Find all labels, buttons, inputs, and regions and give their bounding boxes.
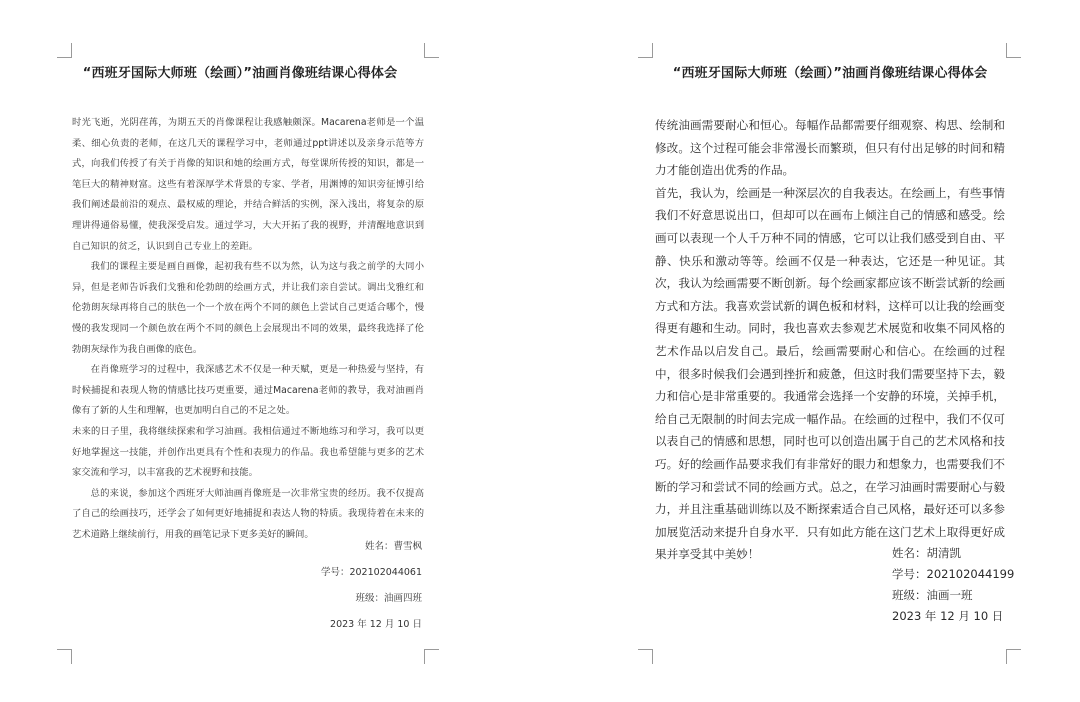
author-name: 姓名：曹雪枫 [364, 541, 422, 552]
page-title: “西班牙国际大师班（绘画）”油画肖像班结课心得体会 [82, 66, 398, 81]
crop-mark-bottom-right [424, 649, 439, 664]
page-title: “西班牙国际大师班（绘画）”油画肖像班结课心得体会 [672, 66, 988, 81]
paragraph: 时光飞逝，光阴荏苒，为期五天的肖像课程让我感触颇深。Macarena老师是一个温柔、细心负责的老师，在这几天的课程学习中，老师通过ppt讲述以及亲身示范等方式，向我们传授了有关于肖像的知识和她的绘画方式，每堂课所传授的知识，都是一笔巨大的精神财富。这些有着深厚学术背景的专家、学者，用渊博的知识旁征博引给我们阐述最前沿的观点、最权威的理论，并结合鲜活的实例，深入浅出，将复杂的原理讲得通俗易懂，使我深受启发。通过学习，大大开拓了我的视野，并清醒地意识到自己知识的贫乏，认识到自己专业上的差距。 [72, 117, 424, 252]
document-page-left [0, 0, 500, 702]
student-id: 学号：202102044199 [892, 567, 1015, 581]
essay-body [72, 113, 424, 545]
signature-block [892, 543, 1014, 627]
date: 2023 年 12 月 10 日 [892, 609, 1004, 623]
author-name: 姓名：胡清凯 [892, 546, 961, 560]
paragraph: 首先，我认为，绘画是一种深层次的自我表达。在绘画上，有些事情我们不好意思说出口，但却可以在画布上倾注自己的情感和感受。绘画可以表现一个人千万种不同的情感，它可以让我们感受到自由、平静、快乐和激动等等。绘画不仅是一种表达，它还是一种见证。其次，我认为绘画需要不断创新。每个绘画家都应该不断尝试新的绘画方式和方法。我喜欢尝试新的调色板和材料，这样可以让我的绘画变得更有趣和生动。同时，我也喜欢去参观艺术展览和收集不同风格的艺术作品以启发自己。最后，绘画需要耐心和信心。在绘画的过程中，很多时候我们会遇到挫折和疲惫，但这时我们需要坚持下去，毅力和信心是非常重要的。我通常会选择一个安静的环境，关掉手机，给自己无限制的时间去完成一幅作品。在绘画的过程中，我们不仅可以表自己的情感和思想，同时也可以创造出属于自己的艺术风格和技巧。好的绘画作品要求我们有非常好的眼力和想象力，也需要我们不断的学习和尝试不同的绘画方式。总之，在学习油画时需要耐心与毅力，并且注重基础训练以及不断探索适合自己风格，最好还可以多参加展览活动来提升自身水平．只有如此方能在这门艺术上取得更好成果并享受其中美妙！ [655, 185, 1005, 562]
signature-block [321, 534, 422, 638]
class-name: 班级：油画四班 [355, 593, 422, 604]
essay-body [655, 114, 1005, 566]
crop-mark-bottom-left [638, 649, 653, 664]
crop-mark-bottom-left [57, 649, 72, 664]
paragraph: 总的来说，参加这个西班牙大师油画肖像班是一次非常宝贵的经历。我不仅提高了自己的绘画技巧，还学会了如何更好地捕捉和表达人物的特质。我现待着在未来的艺术道路上继续前行，用我的画笔记录下更多美好的瞬间。 [72, 487, 424, 540]
student-id: 学号：202102044061 [320, 567, 422, 578]
crop-mark-bottom-right [1006, 649, 1021, 664]
class-name: 班级：油画一班 [892, 588, 973, 602]
date: 2023 年 12 月 10 日 [330, 619, 422, 630]
crop-mark-top-right [424, 43, 439, 58]
paragraph: 传统油画需要耐心和恒心。每幅作品都需要仔细观察、构思、绘制和修改。这个过程可能会非常漫长而繁琐，但只有付出足够的时间和精力才能创造出优秀的作品。 [655, 118, 1005, 178]
document-page-right [580, 0, 1080, 702]
paragraph: 我们的课程主要是画自画像，起初我有些不以为然，认为这与我之前学的大同小异，但是老师告诉我们戈雅和伦勃朗的绘画方式，并让我们亲自尝试。调出戈雅红和伦勃朗灰绿再将自己的肤色一个一个放在两个不同的颜色上尝试自己更适合哪个，慢慢的我发现同一个颜色放在两个不同的颜色上会展现出不同的效果，最终我选择了伦勃朗灰绿作为我自画像的底色。 [72, 261, 424, 355]
paragraph: 在肖像班学习的过程中，我深感艺术不仅是一种天赋，更是一种热爱与坚持，有时候捕捉和表现人物的情感比技巧更重要，通过Macarena老师的教导，我对油画肖像有了新的人生和理解，也更加明白自己的不足之处。 [72, 364, 424, 417]
crop-mark-top-left [638, 43, 653, 58]
crop-mark-top-left [57, 43, 72, 58]
crop-mark-top-right [1006, 43, 1021, 58]
paragraph: 未来的日子里，我将继续探索和学习油画。我相信通过不断地练习和学习，我可以更好地掌握这一技能，并创作出更具有个性和表现力的作品。我也希望能与更多的艺术家交流和学习，以丰富我的艺术视野和技能。 [72, 425, 424, 479]
